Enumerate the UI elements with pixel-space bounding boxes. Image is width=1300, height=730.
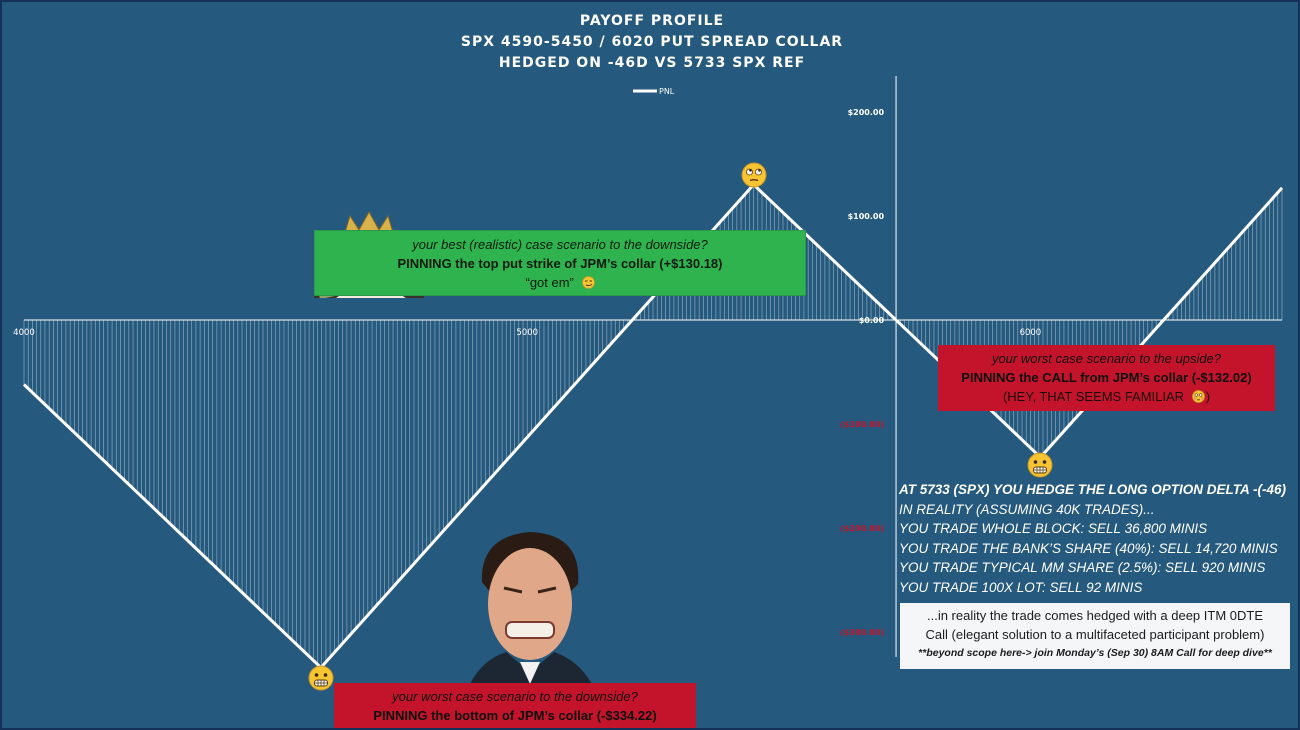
hedge-notes xyxy=(899,480,1294,598)
hedge-note-line: YOU TRADE WHOLE BLOCK: SELL 36,800 MINIS xyxy=(899,521,1208,537)
note-line-3: **beyond scope here-> join Monday’s (Sep 30) 8AM Call for deep dive** xyxy=(918,647,1272,659)
y-tick-label: ($300.00) xyxy=(840,628,885,637)
note-line-2: Call (elegant solution to a multifaceted participant problem) xyxy=(925,627,1265,642)
legend-label: PNL xyxy=(659,87,675,96)
worst-downside-line-2: PINNING the bottom of JPM’s collar (-$334.22) xyxy=(373,708,657,723)
y-tick-label: $200.00 xyxy=(847,108,885,117)
flushed-icon xyxy=(1192,390,1205,403)
best-downside-callout xyxy=(314,230,806,296)
chart-title-line-1: PAYOFF PROFILE xyxy=(579,13,725,29)
worst-upside-line-3 xyxy=(938,387,1275,406)
chart-title-line-3: HEDGED ON -46D VS 5733 SPX REF xyxy=(498,55,806,71)
note-box xyxy=(900,603,1290,669)
hedge-note-line: AT 5733 (SPX) YOU HEDGE THE LONG OPTION DELTA -(-46) xyxy=(899,482,1287,497)
smirk-icon xyxy=(582,276,595,289)
x-tick-label: 4000 xyxy=(13,328,35,338)
hedge-note-line: YOU TRADE THE BANK’S SHARE (40%): SELL 14,720 MINIS xyxy=(899,540,1278,556)
best-downside-line-3 xyxy=(315,273,805,292)
chart-title-line-2: SPX 4590-5450 / 6020 PUT SPREAD COLLAR xyxy=(460,34,844,50)
worst-downside-callout xyxy=(334,683,696,730)
best-downside-line-1: your best (realistic) case scenario to the downside? xyxy=(412,237,708,252)
worst-upside-callout xyxy=(938,345,1275,411)
grimacing-face-icon xyxy=(308,665,334,691)
y-tick-label: ($200.00) xyxy=(840,524,885,533)
best-downside-quote: “got em” xyxy=(525,275,574,290)
hedge-note-line: IN REALITY (ASSUMING 40K TRADES)... xyxy=(899,501,1155,517)
y-tick-label: $100.00 xyxy=(847,212,885,221)
worst-upside-close-paren: ) xyxy=(1205,389,1211,404)
worst-upside-line-2: PINNING the CALL from JPM’s collar (-$132.02) xyxy=(961,370,1252,385)
x-tick-label: 6000 xyxy=(1019,328,1042,338)
grimacing-face-icon xyxy=(1027,452,1053,478)
note-line-1: ...in reality the trade comes hedged with a deep ITM 0DTE xyxy=(926,608,1263,623)
y-tick-label: $0.00 xyxy=(858,316,885,325)
x-tick-label: 5000 xyxy=(516,328,539,338)
worst-upside-quote: (HEY, THAT SEEMS FAMILIAR xyxy=(1002,389,1185,404)
hedge-note-line: YOU TRADE TYPICAL MM SHARE (2.5%): SELL 920 MINIS xyxy=(899,560,1266,576)
best-downside-line-2: PINNING the top put strike of JPM’s collar (+$130.18) xyxy=(397,256,723,271)
eye-roll-face-icon xyxy=(741,162,767,188)
worst-downside-line-1: your worst case scenario to the downside? xyxy=(392,689,638,704)
legend xyxy=(633,87,675,96)
y-tick-label: ($100.00) xyxy=(840,420,885,429)
hedge-note-line: YOU TRADE 100X LOT: SELL 92 MINIS xyxy=(899,579,1143,595)
grimacing-man-photo xyxy=(460,522,600,684)
worst-upside-line-1: your worst case scenario to the upside? xyxy=(991,351,1222,366)
